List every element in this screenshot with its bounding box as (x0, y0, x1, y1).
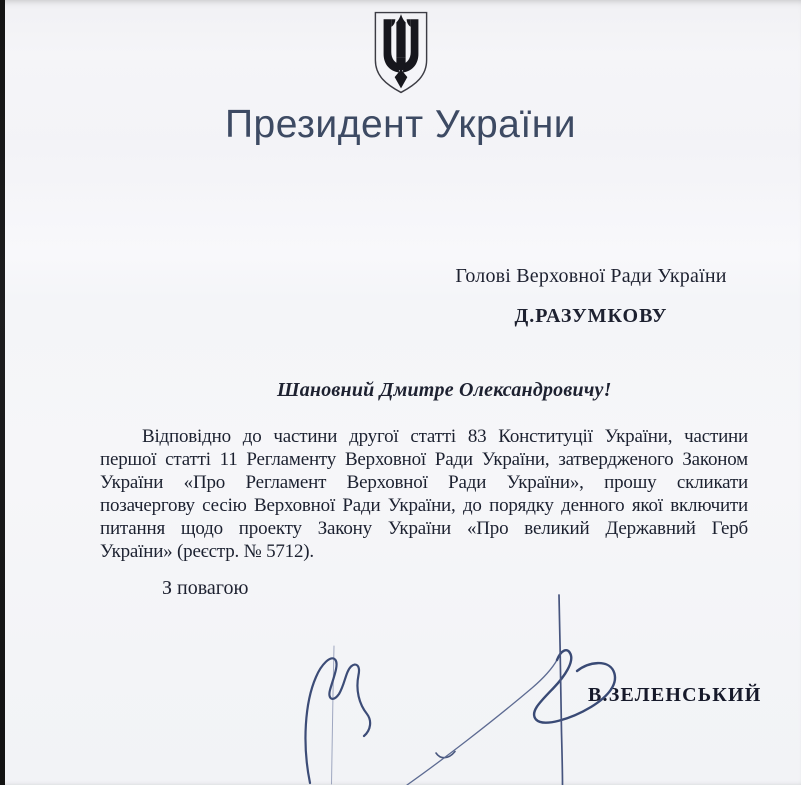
signer-name: В.ЗЕЛЕНСЬКИЙ (588, 684, 762, 706)
handwritten-signature-icon (290, 592, 662, 785)
recipient-title: Голові Верховної Ради України (455, 265, 727, 287)
body-line: Відповідно до частини другої статті 83 Конституції України, частини (142, 426, 748, 447)
valediction: З повагою (162, 577, 249, 599)
letterhead-title: Президент України (224, 103, 577, 146)
body-line: України «Про Регламент Верховної Ради України», прошу скликати (100, 472, 748, 493)
recipient-block (447, 265, 735, 328)
body-line: України» (реєстр. № 5712). (100, 541, 314, 562)
body-paragraph (100, 425, 748, 563)
body-line: першої статті 11 Регламенту Верховної Ради України, затвердженого Законом (100, 449, 748, 470)
recipient-name: Д.РАЗУМКОВУ (514, 305, 668, 327)
ukraine-trident-emblem-icon (371, 11, 431, 95)
body-line: питання щодо проекту Закону України «Про великий Державний Герб (100, 518, 748, 539)
salutation-line: Шановний Дмитре Олександровичу! (277, 379, 612, 401)
body-line: позачергову сесію Верховної Ради України, до порядку денного якої включити (100, 495, 748, 516)
